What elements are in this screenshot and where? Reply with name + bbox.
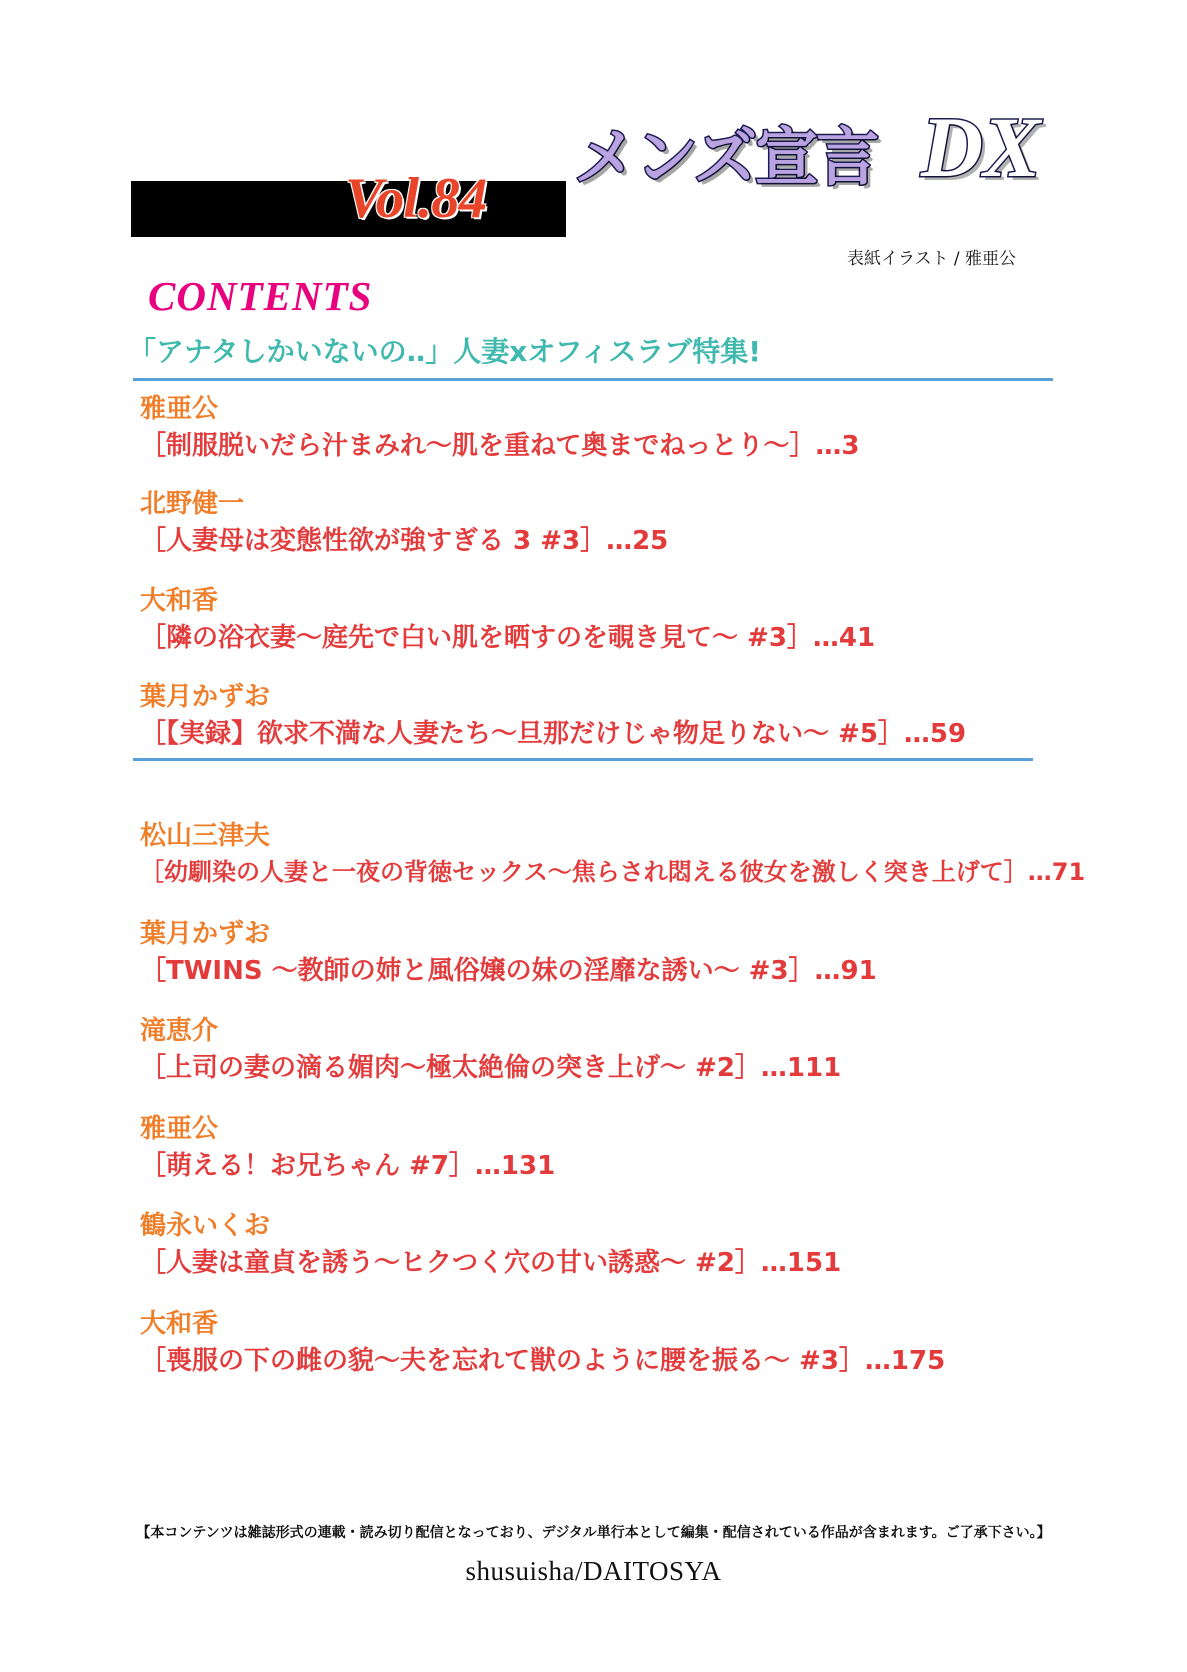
masthead xyxy=(0,0,1187,290)
entry-title: ［人妻母は変態性欲が強すぎる 3 #3］…25 xyxy=(140,525,669,556)
list-item[interactable] xyxy=(140,918,877,988)
divider-middle xyxy=(133,758,1033,761)
publisher-label: shusuisha/DAITOSYA xyxy=(465,1556,722,1586)
contents-heading: CONTENTS xyxy=(148,273,373,319)
entry-title: ［萌える！お兄ちゃん #7］…131 xyxy=(140,1150,556,1181)
feature-headline: 「アナタしかいないの‥」人妻xオフィスラブ特集! xyxy=(128,335,762,368)
entry-author: 鶴永いくお xyxy=(140,1211,271,1241)
entry-author: 大和香 xyxy=(140,1309,219,1339)
entry-title: ［幼馴染の人妻と一夜の背徳セックス〜焦らされ悶える彼女を激しく突き上げて］…71 xyxy=(140,857,1086,886)
magazine-logo-suffix: DX xyxy=(921,99,1041,195)
list-item[interactable] xyxy=(140,488,668,558)
entry-title: ［喪服の下の雌の貌〜夫を忘れて獣のように腰を振る〜 #3］…175 xyxy=(140,1345,946,1376)
entry-author: 北野健一 xyxy=(140,489,245,519)
entry-title: ［【実録】欲求不満な人妻たち〜旦那だけじゃ物足りない〜 #5］…59 xyxy=(140,718,967,749)
volume-label: Vol.84 xyxy=(345,167,487,230)
entry-title: ［TWINS 〜教師の姉と風俗嬢の妹の淫靡な誘い〜 #3］…91 xyxy=(140,955,877,986)
entry-author: 葉月かずお xyxy=(140,682,271,712)
entry-author: 葉月かずお xyxy=(140,919,271,949)
list-item[interactable] xyxy=(140,681,966,751)
entry-title: ［人妻は童貞を誘う〜ヒクつく穴の甘い誘惑〜 #2］…151 xyxy=(140,1247,842,1278)
entry-author: 滝恵介 xyxy=(140,1016,219,1046)
list-item[interactable] xyxy=(140,820,1085,888)
entry-title: ［上司の妻の滴る媚肉〜極太絶倫の突き上げ〜 #2］…111 xyxy=(140,1052,842,1083)
list-item[interactable] xyxy=(140,1113,555,1183)
cover-illustration-credit: 表紙イラスト / 雅亜公 xyxy=(846,249,1016,269)
disclaimer-note: 【本コンテンツは雑誌形式の連載・読み切り配信となっており、デジタル単行本として編集・配信されている作品が含まれます。ご了承下さい。】 xyxy=(136,1525,1051,1541)
magazine-logo xyxy=(566,96,1041,236)
entry-author: 雅亜公 xyxy=(140,394,219,424)
list-item[interactable] xyxy=(140,1210,841,1280)
list-item[interactable] xyxy=(140,393,859,463)
list-item[interactable] xyxy=(140,1015,841,1085)
entry-author: 雅亜公 xyxy=(140,1114,219,1144)
entry-title: ［隣の浴衣妻〜庭先で白い肌を晒すのを覗き見て〜 #3］…41 xyxy=(140,622,876,653)
divider-top xyxy=(133,378,1053,381)
entry-title: ［制服脱いだら汁まみれ〜肌を重ねて奥までねっとり〜］…3 xyxy=(140,430,860,461)
entry-author: 松山三津夫 xyxy=(140,821,271,851)
list-item[interactable] xyxy=(140,1308,945,1378)
list-item[interactable] xyxy=(140,585,875,655)
entry-author: 大和香 xyxy=(140,586,219,616)
magazine-logo-main: メンズ宣言 xyxy=(574,121,878,194)
